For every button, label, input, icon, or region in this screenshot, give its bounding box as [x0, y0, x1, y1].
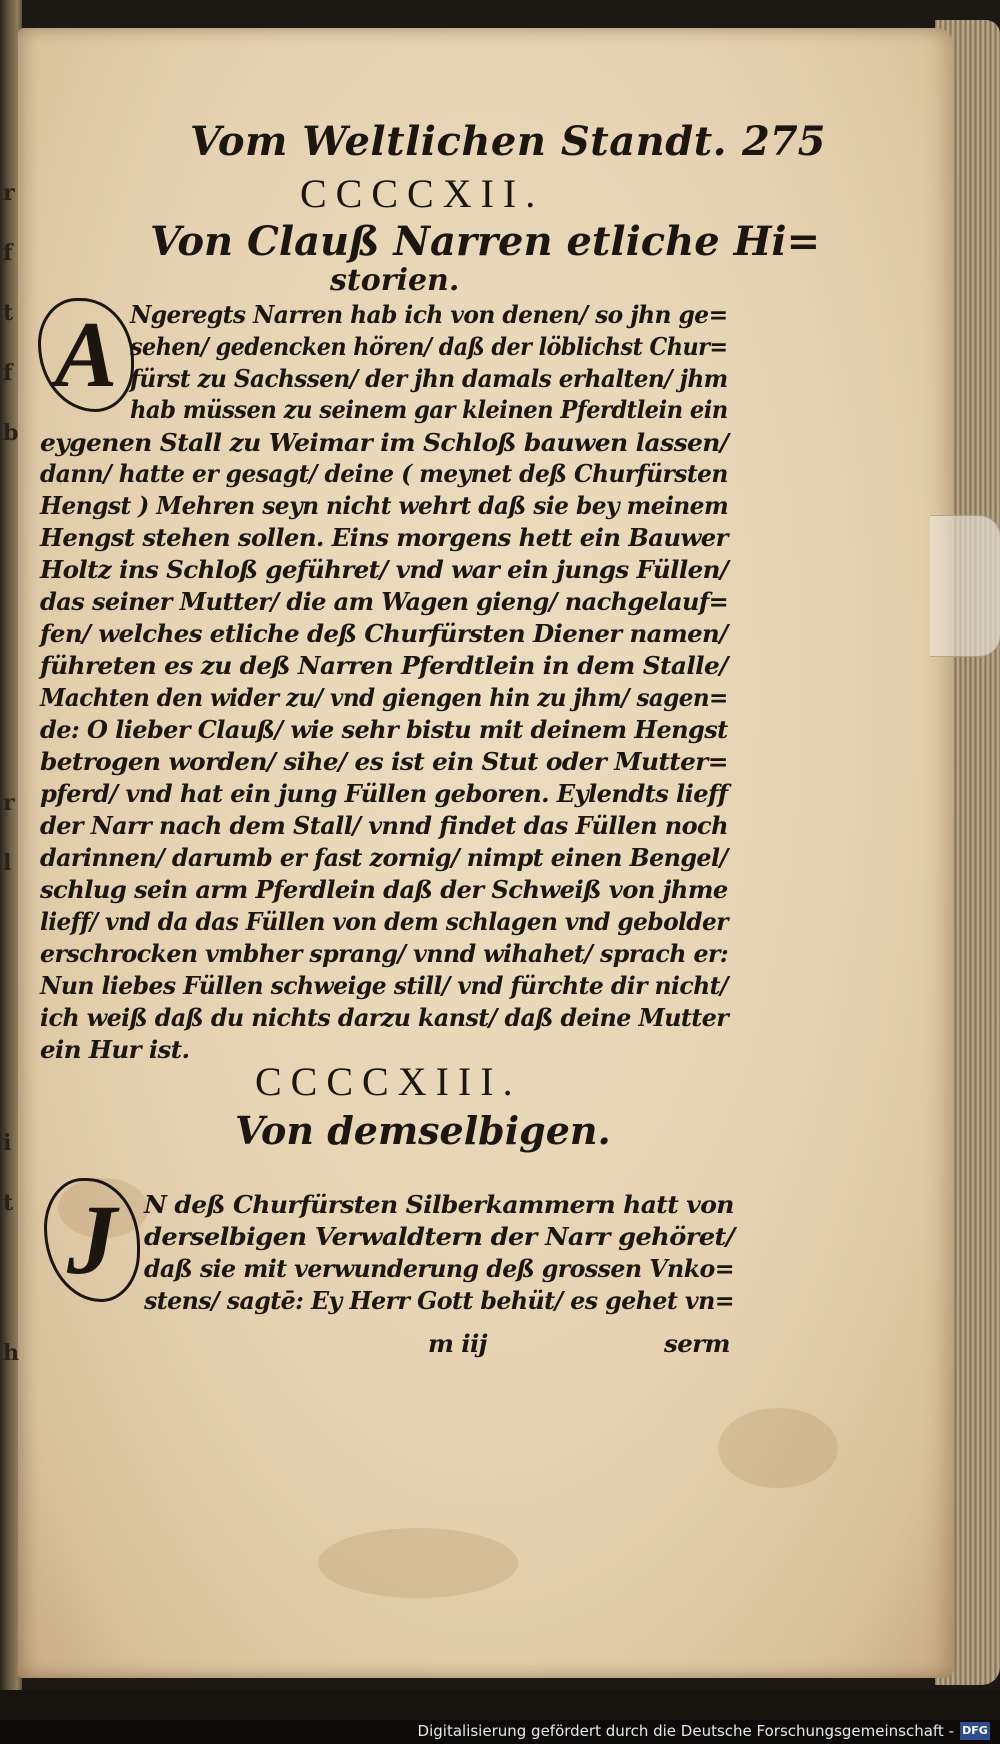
- text-line: Nun liebes Füllen schweige still/ vnd fürchte dir nicht/: [40, 971, 728, 1000]
- text-line: Machten den wider zu/ vnd giengen hin zu jhm/ sagen=: [40, 683, 728, 712]
- page-number: 275: [742, 118, 826, 165]
- text-line: pferd/ vnd hat ein jung Füllen geboren. Eylendts lieff: [40, 779, 728, 808]
- text-line: fen/ welches etliche deß Churfürsten Diener namen/: [40, 619, 728, 648]
- text-line: lieff/ vnd da das Füllen von dem schlagen vnd gebolder: [40, 907, 728, 936]
- text-line: fürst zu Sachssen/ der jhn damals erhalten/ jhm: [130, 364, 728, 393]
- dfg-logo-icon: DFG: [960, 1722, 990, 1740]
- margin-fragment: l: [3, 850, 12, 876]
- text-line: Hengst stehen sollen. Eins morgens hett ein Bauwer: [40, 523, 728, 552]
- running-head: Vom Weltlichen Standt.: [190, 118, 728, 165]
- text-line: ein Hur ist.: [40, 1035, 190, 1064]
- margin-fragment: t: [3, 1190, 14, 1216]
- text-line: schlug sein arm Pferdlein daß der Schweiß von jhme: [40, 875, 728, 904]
- margin-fragment: t: [3, 300, 14, 326]
- text-line: darinnen/ darumb er fast zornig/ nimpt einen Bengel/: [40, 843, 728, 872]
- text-line: führeten es zu deß Narren Pferdtlein in dem Stalle/: [40, 651, 728, 680]
- chapter-number: CCCCXII.: [300, 171, 545, 216]
- margin-fragment: b: [3, 420, 19, 446]
- drop-cap: A: [38, 298, 134, 412]
- text-line: derselbigen Verwaldtern der Narr gehöret/: [144, 1222, 735, 1251]
- margin-fragment: i: [3, 1130, 12, 1156]
- text-line: N deß Churfürsten Silberkammern hatt von: [144, 1190, 734, 1219]
- text-line: das seiner Mutter/ die am Wagen gieng/ nachgelauf=: [40, 587, 729, 616]
- chapter-title-line: Von Clauß Narren etliche Hi=: [150, 218, 821, 265]
- text-line: eygenen Stall zu Weimar im Schloß bauwen lassen/: [40, 428, 729, 457]
- text-line: dann/ hatte er gesagt/ deine ( meynet deß Churfürsten: [40, 459, 728, 488]
- text-line: Hengst ) Mehren seyn nicht wehrt daß sie bey meinem: [40, 491, 729, 520]
- margin-fragment: r: [3, 180, 15, 206]
- text-line: daß sie mit verwunderung deß grossen Vnko=: [144, 1254, 735, 1283]
- margin-fragment: r: [3, 790, 15, 816]
- text-line: stens/ sagtē: Ey Herr Gott behüt/ es gehet vn=: [144, 1286, 734, 1315]
- text-line: der Narr nach dem Stall/ vnnd findet das Füllen noch: [40, 811, 728, 840]
- chapter-title: Von demselbigen.: [235, 1108, 611, 1153]
- signature-mark: m iij: [428, 1329, 487, 1358]
- chapter-number: CCCCXIII.: [255, 1059, 522, 1104]
- text-line: sehen/ gedencken hören/ daß der löblichst Chur=: [130, 332, 728, 361]
- drop-cap: J: [44, 1178, 140, 1302]
- page-marker-tab: [930, 515, 1000, 657]
- chapter-title-line: storien.: [330, 263, 460, 298]
- text-line: erschrocken vmbher sprang/ vnnd wihahet/ sprach er:: [40, 939, 729, 968]
- text-line: Ngeregts Narren hab ich von denen/ so jhn ge=: [130, 300, 728, 329]
- catchword: serm: [664, 1329, 730, 1358]
- margin-fragment: f: [3, 240, 13, 266]
- footer-credit: Digitalisierung gefördert durch die Deutsche Forschungsgemeinschaft -: [417, 1722, 954, 1740]
- text-line: ich weiß daß du nichts darzu kanst/ daß deine Mutter: [40, 1003, 729, 1032]
- text-line: de: O lieber Clauß/ wie sehr bistu mit deinem Hengst: [40, 715, 728, 744]
- text-line: betrogen worden/ sihe/ es ist ein Stut oder Mutter=: [40, 747, 728, 776]
- margin-fragment: h: [3, 1340, 19, 1366]
- text-line: Holtz ins Schloß geführet/ vnd war ein jungs Füllen/: [40, 555, 729, 584]
- text-line: hab müssen zu seinem gar kleinen Pferdtlein ein: [130, 395, 728, 424]
- margin-fragment: f: [3, 360, 13, 386]
